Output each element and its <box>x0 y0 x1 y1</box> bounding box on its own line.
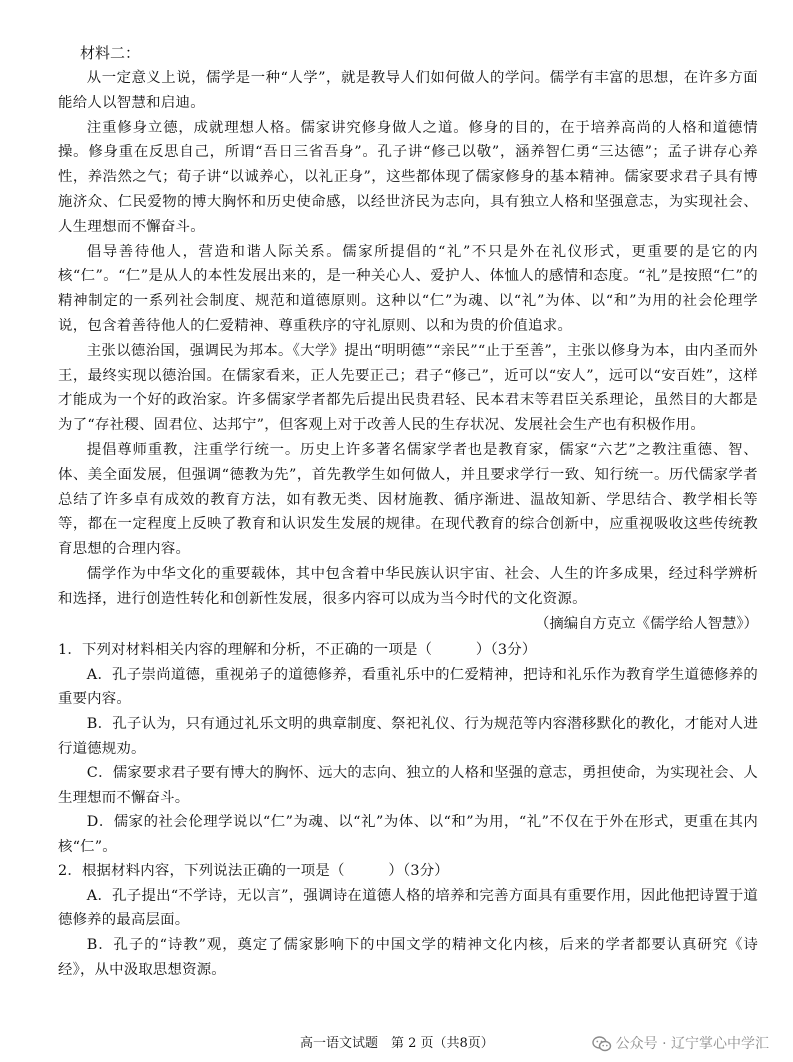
material-paragraph: 倡导善待他人，营造和谐人际关系。儒家所提倡的“礼”不只是外在礼仪形式，更重要的是它的内核“仁”。“仁”是从人的本性发展出来的，是一种关心人、爱护人、体恤人的感情和态度。“礼”是按照“仁”的精神制定的一系列社会制度、规范和道德原则。这种以“仁”为魂、以“礼”为体、以“和”为用的社会伦理学说，包含着善待他人的仁爱精神、尊重秩序的守礼原则、以和为贵的价值追求。 <box>58 243 758 334</box>
question-stem: 1．下列对材料相关内容的理解和分析，不正确的一项是（ ）（3分） <box>58 642 537 659</box>
material-paragraph: 主张以德治国，强调民为邦本。《大学》提出“明明德”“亲民”“止于至善”，主张以修身为本，由内圣而外王，最终实现以德治国。在儒家看来，正人先要正己；君子“修己”，近可以“安人”，远可以“安百姓”，这样才能成为一个好的政治家。许多儒家学者都先后提出民贵君轻、民本君末等君臣关系理论，虽然目的大都是为了“存社稷、固君位、达邦宁”，但客观上对于改善人民的生存状况、发展社会生产也有积极作用。 <box>58 342 758 434</box>
question-1 <box>58 638 758 859</box>
question-option-a: A．孔子提出“不学诗，无以言”，强调诗在道德人格的培养和完善方面具有重要作用，因此他把诗置于道德修养的最高层面。 <box>58 887 758 929</box>
page-footer <box>0 1032 793 1056</box>
watermark-text: 公众号 · 辽宁掌心中学汇 <box>615 1036 769 1052</box>
question-option-d: D．儒家的社会伦理学说以“仁”为魂、以“礼”为体、以“和”为用，“礼”不仅在于外在形式，更重在其内核“仁”。 <box>58 814 758 855</box>
page-number-label: 高一语文试题 第 2 页（共8页） <box>300 1036 494 1051</box>
material-paragraph: 儒学作为中华文化的重要载体，其中包含着中华民族认识宇宙、社会、人生的许多成果，经过科学辨析和选择，进行创造性转化和创新性发展，很多内容可以成为当今时代的文化资源。 <box>58 565 758 607</box>
wechat-icon <box>592 1036 612 1052</box>
question-option-b: B．孔子认为，只有通过礼乐文明的典章制度、祭祀礼仪、行为规范等内容潜移默化的教化，才能对人进行道德规劝。 <box>58 715 758 757</box>
watermark <box>592 1032 769 1056</box>
material-body <box>58 66 758 612</box>
question-option-c: C．儒家要求君子要有博大的胸怀、远大的志向、独立的人格和坚强的意志，勇担使命，为实现社会、人生理想而不懈奋斗。 <box>58 765 758 806</box>
question-2 <box>58 859 758 982</box>
question-option-b: B．孔子的“诗教”观，奠定了儒家影响下的中国文学的精神文化内核，后来的学者都要认真研究《诗经》，从中汲取思想资源。 <box>58 937 758 978</box>
material-source: （摘编自方克立《儒学给人智慧》） <box>534 615 758 632</box>
material-paragraph: 提倡尊师重教，注重学行统一。历史上许多著名儒家学者也是教育家，儒家“六艺”之教注重德、智、体、美全面发展，但强调“德教为先”，首先教学生如何做人，并且要求学行一致、知行统一。历代儒家学者总结了许多卓有成效的教育方法，如有教无类、因材施教、循序渐进、温故知新、学思结合、教学相长等等，都在一定程度上反映了教育和认识发生发展的规律。在现代教育的综合创新中，应重视吸收这些传统教育思想的合理内容。 <box>58 441 758 558</box>
material-paragraph: 注重修身立德，成就理想人格。儒家讲究修身做人之道。修身的目的，在于培养高尚的人格和道德情操。修身重在反思自己，所谓“吾日三省吾身”。孔子讲“修己以敬”，涵养智仁勇“三达德”；孟子讲存心养性，养浩然之气；荀子讲“以诚养心，以礼正身”，这些都体现了儒家修身的基本精神。儒家要求君子具有博施济众、仁民爱物的博大胸怀和历史使命感，以经世济民为志向，具有独立人格和坚强意志，为实现社会、人生理想而不懈奋斗。 <box>58 119 758 235</box>
material-paragraph: 从一定意义上说，儒学是一种“人学”，就是教导人们如何做人的学问。儒学有丰富的思想，在许多方面能给人以智慧和启迪。 <box>58 70 758 111</box>
question-stem: 2．根据材料内容，下列说法正确的一项是（ ）（3分） <box>58 863 449 880</box>
question-option-a: A．孔子崇尚道德，重视弟子的道德修养，看重礼乐中的仁爱精神，把诗和礼乐作为教育学生道德修养的重要内容。 <box>58 666 758 708</box>
material-heading: 材料二： <box>80 44 141 62</box>
exam-page <box>58 42 758 982</box>
